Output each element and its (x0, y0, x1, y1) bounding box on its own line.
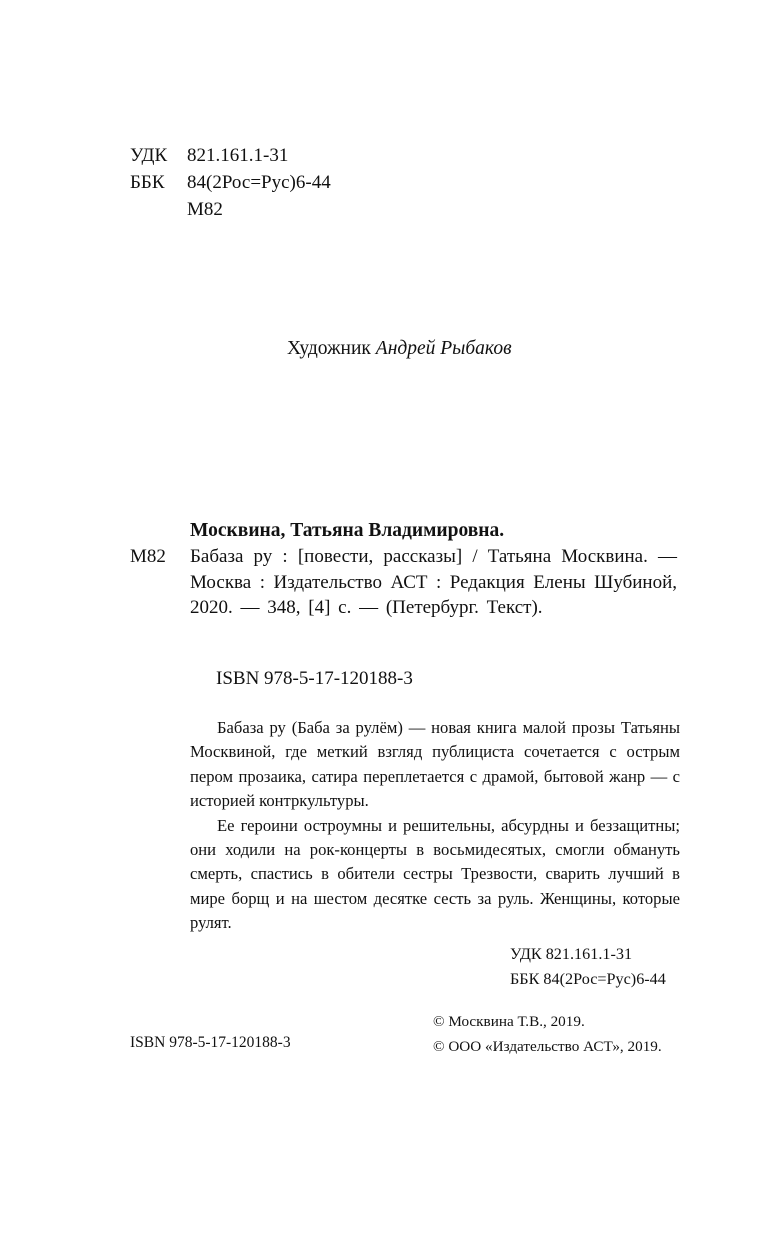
udk-row (130, 142, 331, 169)
annotation (190, 716, 680, 936)
classification-codes (130, 142, 331, 223)
udk-label: УДК (130, 145, 168, 166)
copyright-block (433, 1010, 662, 1060)
author-mark-row (130, 196, 331, 223)
bbk-value: 84(2Рос=Рус)6-44 (187, 172, 331, 193)
footer-udk: УДК 821.161.1-31 (510, 945, 633, 963)
footer-bbk: ББК 84(2Рос=Рус)6-44 (510, 969, 666, 988)
annotation-paragraph-2: Ее героини остроумны и решительны, абсурдны и беззащитны; они ходили на рок-концерты в восьмидесятых, смогли обмануть смерть, спастись в обители сестры Трезвости, сварить лучший в мире борщ и на шестом десятке сесть за руль. Женщины, которые рулят. (190, 815, 680, 933)
artist-credit (287, 338, 512, 360)
artist-name: Андрей Рыбаков (375, 338, 512, 359)
artist-prefix: Художник (287, 338, 371, 359)
annotation-paragraph-1: Бабаза ру (Баба за рулём) — новая книга малой прозы Татьяны Москвиной, где меткий взгляд публициста сочетается с острым пером прозаика, сатира переплетается с драмой, бытовой жанр — с историей контркультуры. (190, 718, 680, 811)
entry-isbn: ISBN 978-5-17-120188-3 (216, 668, 413, 689)
author-mark: М82 (187, 199, 223, 220)
bibliographic-description: Бабаза ру : [повести, рассказы] / Татьяна Москвина. — Москва : Издательство АСТ : Редакция Елены Шубиной, 2020. — 348, [4] с. — (Петербург. Текст). (190, 546, 677, 618)
copyright-publisher: © ООО «Издательство АСТ», 2019. (433, 1037, 662, 1055)
footer-codes (510, 942, 666, 991)
copyright-author: © Москвина Т.В., 2019. (433, 1013, 585, 1030)
footer-isbn: ISBN 978-5-17-120188-3 (130, 1034, 291, 1051)
entry-mark: М82 (130, 546, 166, 567)
bbk-label: ББК (130, 172, 165, 193)
bbk-row (130, 169, 331, 196)
udk-value: 821.161.1-31 (187, 145, 289, 166)
entry-author: Москвина, Татьяна Владимировна. (190, 520, 505, 541)
